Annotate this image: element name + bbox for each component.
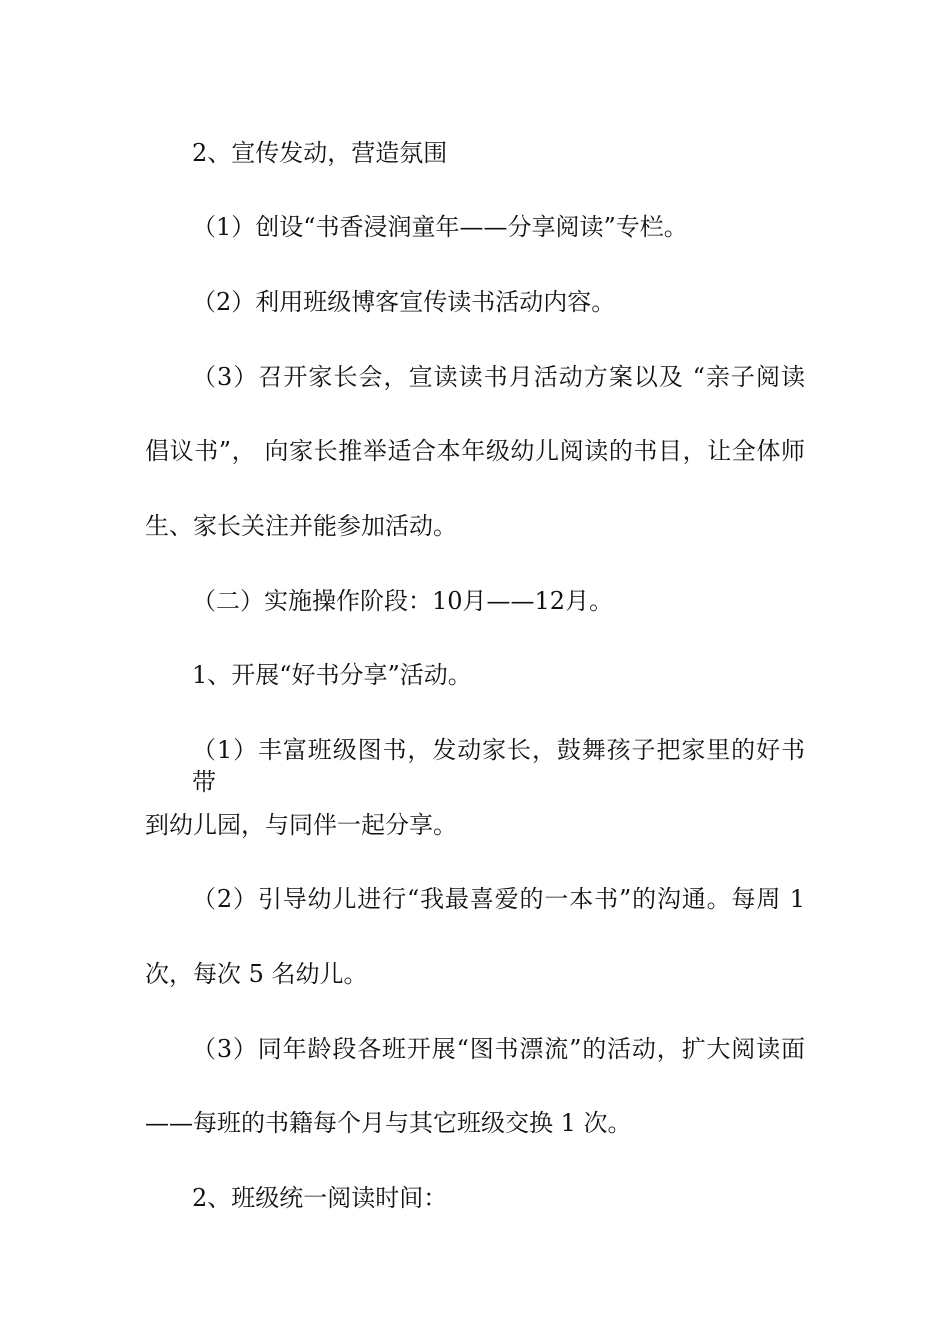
paragraph-line: （2）利用班级博客宣传读书活动内容。 (192, 288, 616, 316)
paragraph-line: （3）召开家长会，宣读读书月活动方案以及 “亲子阅读 (192, 363, 805, 391)
paragraph-line: 次，每次 5 名幼儿。 (145, 960, 368, 988)
paragraph-line: 倡议书”， 向家长推举适合本年级幼儿阅读的书目，让全体师 (145, 437, 805, 465)
section-heading: （二）实施操作阶段：10月——12月。 (192, 587, 614, 615)
paragraph-line: 生、家长关注并能参加活动。 (145, 512, 457, 540)
paragraph-line: （2）引导幼儿进行“我最喜爱的一本书”的沟通。每周 1 (192, 885, 805, 913)
paragraph-line: 到幼儿园，与同伴一起分享。 (145, 811, 457, 839)
section-heading: 2、班级统一阅读时间： (192, 1184, 448, 1212)
section-heading: 2、宣传发动，营造氛围 (192, 139, 448, 167)
paragraph-line: （3）同年龄段各班开展“图书漂流”的活动，扩大阅读面 (192, 1035, 805, 1063)
paragraph-line: （1）创设“书香浸润童年——分享阅读”专栏。 (192, 213, 688, 241)
section-heading: 1、开展“好书分享”活动。 (192, 661, 472, 689)
paragraph-line: ——每班的书籍每个月与其它班级交换 1 次。 (145, 1109, 632, 1137)
paragraph-line: （1）丰富班级图书，发动家长，鼓舞孩子把家里的好书带 (192, 736, 805, 796)
